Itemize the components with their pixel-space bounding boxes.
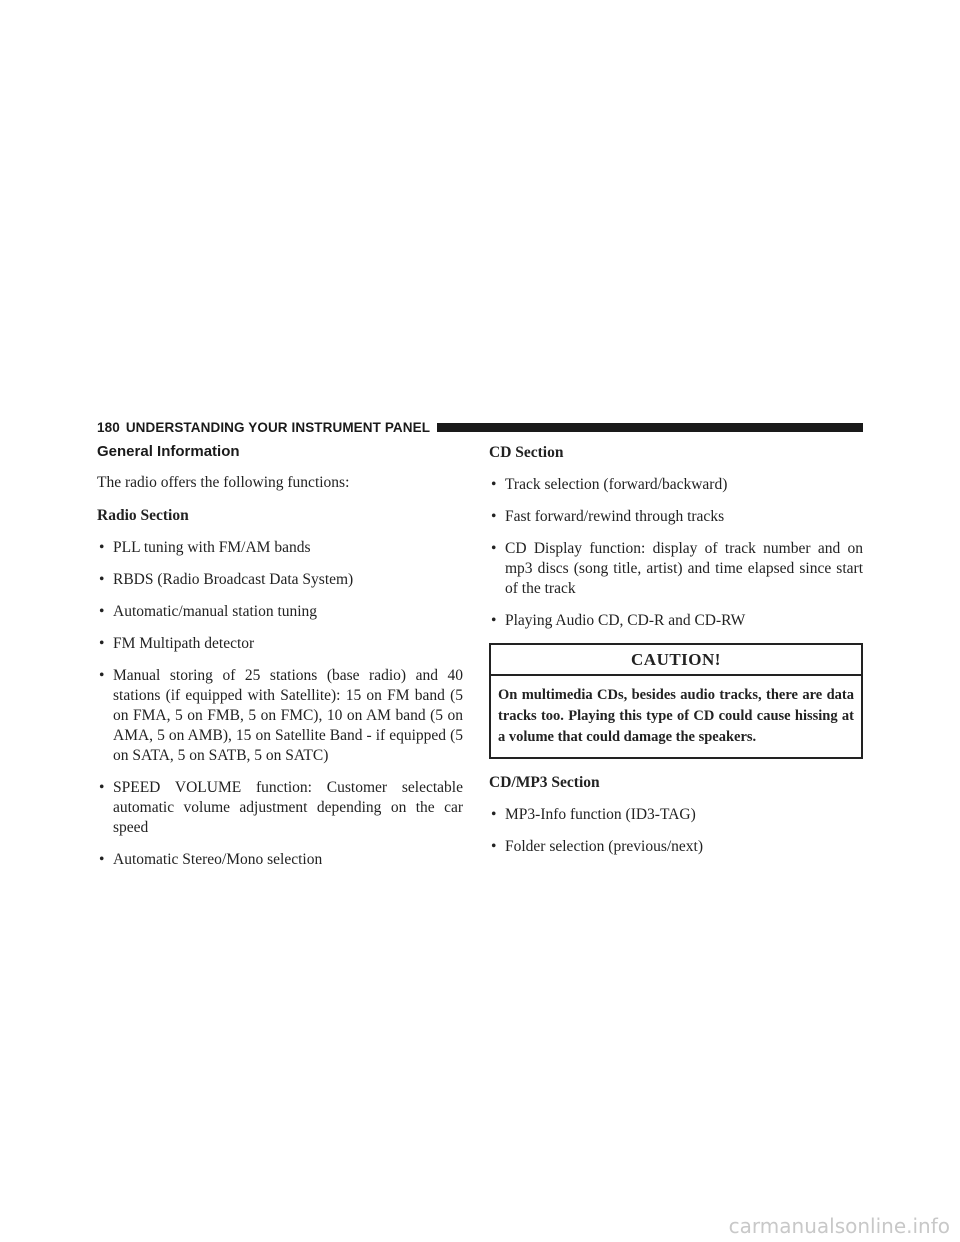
bullet-icon: •	[99, 603, 105, 620]
list-item: • CD Display function: display of track number and on mp3 discs (song title, artist) and time elapsed since start of the track	[491, 540, 863, 597]
radio-section-title: Radio Section	[97, 507, 189, 524]
page-header	[97, 418, 863, 436]
section-title: UNDERSTANDING YOUR INSTRUMENT PANEL	[125, 419, 431, 435]
bullet-icon: •	[491, 806, 497, 823]
cdmp3-section-title: CD/MP3 Section	[489, 774, 600, 791]
list-item: • PLL tuning with FM/AM bands	[99, 539, 311, 556]
list-item: • RBDS (Radio Broadcast Data System)	[99, 571, 354, 588]
list-item: • Fast forward/rewind through tracks	[491, 508, 725, 525]
list-item: • Automatic/manual station tuning	[99, 603, 318, 620]
bullet-icon: •	[99, 779, 105, 796]
right-column	[489, 441, 863, 869]
radio-section-list	[97, 538, 463, 870]
bullet-icon: •	[491, 612, 497, 629]
cdmp3-section-list	[489, 805, 863, 857]
caution-title: CAUTION!	[491, 645, 861, 676]
bullet-icon: •	[491, 508, 497, 525]
list-item: • MP3-Info function (ID3-TAG)	[491, 806, 696, 823]
bullet-icon: •	[491, 540, 497, 557]
general-information-heading: General Information	[97, 443, 240, 460]
list-item: • Automatic Stereo/Mono selection	[99, 851, 323, 868]
bullet-icon: •	[491, 476, 497, 493]
cd-section-title: CD Section	[489, 444, 564, 461]
list-item: • Folder selection (previous/next)	[491, 838, 704, 855]
header-rule	[437, 423, 863, 432]
bullet-icon: •	[99, 667, 105, 684]
intro-text: The radio offers the following functions:	[97, 474, 350, 491]
bullet-icon: •	[99, 635, 105, 652]
left-column	[97, 441, 463, 882]
caution-text: On multimedia CDs, besides audio tracks, there are data tracks too. Playing this type of CD could cause hissing at a volume that could damage the speakers.	[498, 687, 854, 745]
bullet-icon: •	[99, 571, 105, 588]
page-number: 180	[97, 419, 120, 435]
caution-box	[489, 643, 863, 759]
bullet-icon: •	[491, 838, 497, 855]
list-item: • FM Multipath detector	[99, 635, 255, 652]
watermark: carmanualsonline.info	[728, 1214, 950, 1238]
list-item: • SPEED VOLUME function: Customer selectable automatic volume adjustment depending on the car speed	[99, 779, 463, 836]
bullet-icon: •	[99, 539, 105, 556]
list-item: • Playing Audio CD, CD-R and CD-RW	[491, 612, 746, 629]
cd-section-list	[489, 475, 863, 631]
list-item: • Manual storing of 25 stations (base radio) and 40 stations (if equipped with Satellite): 15 on FM band (5 on FMA, 5 on FMB, 5 on FMC), 10 on AM band (5 on AMA, 5 on AMB), 15 on Satellite Band - if equipped (5 on SATA, 5 on SATB, 5 on SATC)	[99, 667, 463, 764]
list-item: • Track selection (forward/backward)	[491, 476, 728, 493]
bullet-icon: •	[99, 851, 105, 868]
